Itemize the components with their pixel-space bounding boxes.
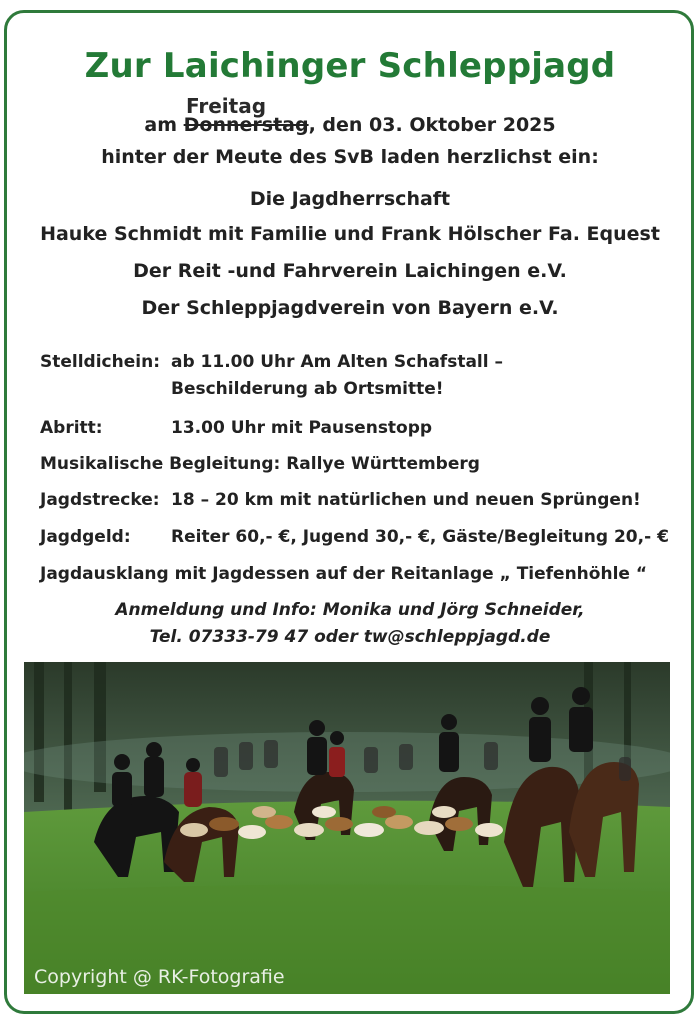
struck-day: Donnerstag bbox=[183, 114, 309, 136]
date-prefix: am bbox=[144, 114, 178, 136]
stelldichein-value: ab 11.00 Uhr Am Alten Schafstall – bbox=[171, 352, 503, 372]
stelldichein-row bbox=[40, 352, 503, 372]
handwritten-day-correction: Freitag bbox=[186, 94, 267, 118]
jagdgeld-value: Reiter 60,- €, Jugend 30,- €, Gäste/Begleitung 20,- € bbox=[171, 527, 669, 547]
abritt-row bbox=[40, 418, 432, 438]
jagdgeld-label: Jagdgeld: bbox=[40, 527, 131, 547]
host-line-3: Der Reit -und Fahrverein Laichingen e.V. bbox=[133, 260, 567, 282]
strecke-row bbox=[40, 490, 641, 510]
abritt-label: Abritt: bbox=[40, 418, 103, 438]
abritt-value: 13.00 Uhr mit Pausenstopp bbox=[171, 418, 433, 438]
strecke-value: 18 – 20 km mit natürlichen und neuen Sprüngen! bbox=[171, 490, 641, 510]
date-suffix: , den 03. Oktober 2025 bbox=[308, 114, 556, 136]
hunt-photo bbox=[24, 662, 670, 994]
flyer-title: Zur Laichinger Schleppjagd bbox=[84, 46, 616, 86]
invite-line: hinter der Meute des SvB laden herzlichst ein: bbox=[101, 146, 599, 168]
contact-line-1: Anmeldung und Info: Monika und Jörg Schneider, bbox=[115, 600, 585, 620]
host-line-2: Hauke Schmidt mit Familie und Frank Hölscher Fa. Equest bbox=[40, 223, 660, 245]
date-line bbox=[0, 114, 700, 136]
contact-line-2: Tel. 07333-79 47 oder tw@schleppjagd.de bbox=[149, 627, 551, 647]
jagdgeld-row bbox=[40, 527, 669, 547]
ausklang-row: Jagdausklang mit Jagdessen auf der Reitanlage „ Tiefenhöhle “ bbox=[40, 564, 648, 584]
host-line-1: Die Jagdherrschaft bbox=[249, 188, 451, 210]
stelldichein-value-cont: Beschilderung ab Ortsmitte! bbox=[171, 379, 444, 399]
photo-copyright: Copyright @ RK-Fotografie bbox=[34, 966, 285, 988]
host-line-4: Der Schleppjagdverein von Bayern e.V. bbox=[141, 297, 559, 319]
strecke-label: Jagdstrecke: bbox=[40, 490, 160, 510]
musik-row: Musikalische Begleitung: Rallye Württemberg bbox=[40, 454, 480, 474]
stelldichein-label: Stelldichein: bbox=[40, 352, 160, 372]
